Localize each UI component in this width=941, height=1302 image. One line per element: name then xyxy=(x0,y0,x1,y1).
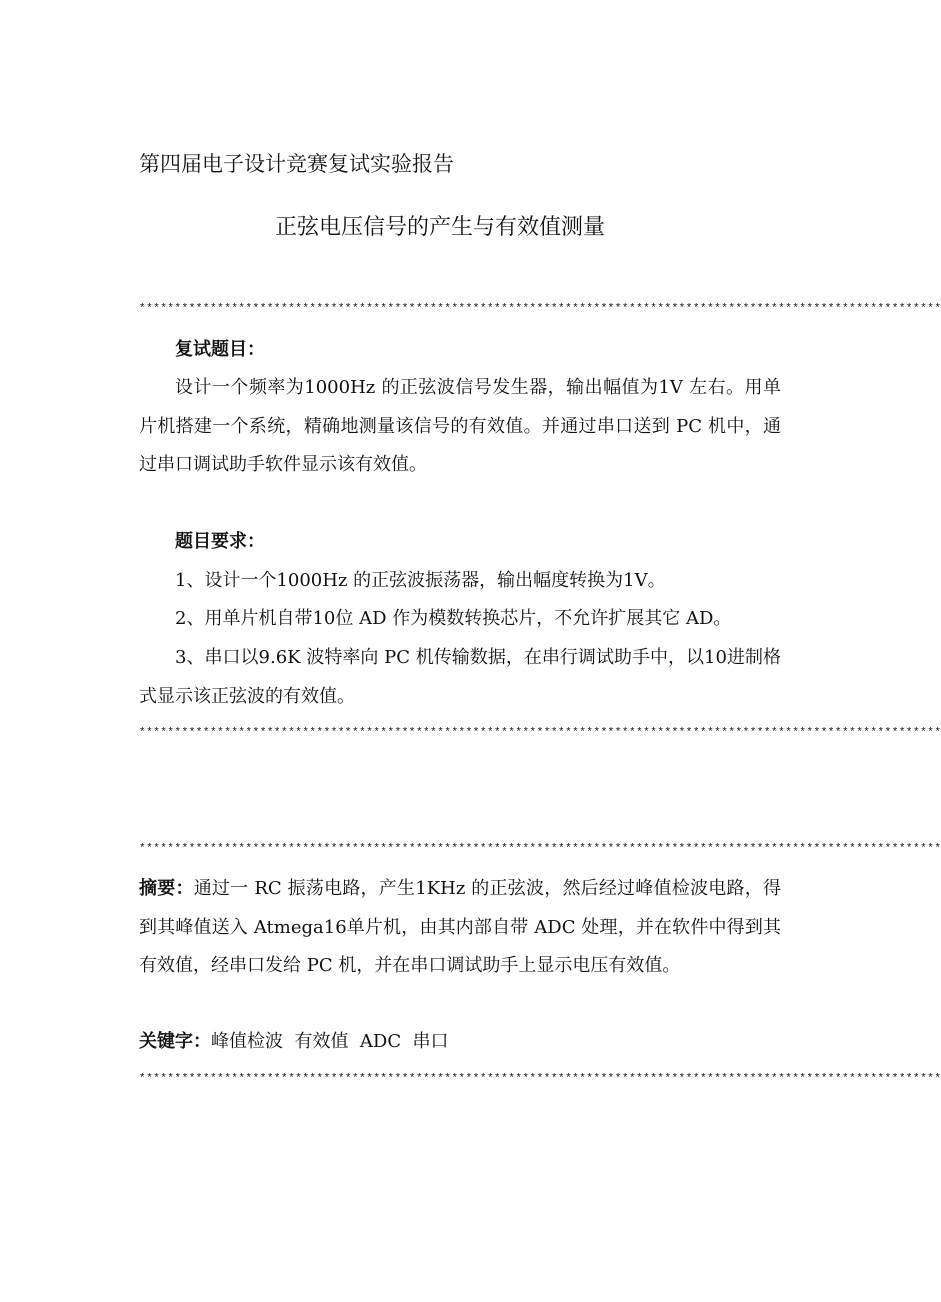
problem-text: 设计一个频率为1000Hz 的正弦波信号发生器，输出幅值为1V 左右。用单片机搭建一个系统，精确地测量该信号的有效值。并通过串口送到 PC 机中，通过串口调试助手软件显示该有效值。 xyxy=(139,377,781,475)
separator-1: ***************************************************************************************************************** xyxy=(139,303,941,315)
separator-2: ***************************************************************************************************************** xyxy=(139,727,941,739)
keywords xyxy=(139,1030,449,1054)
abstract-text: 通过一 RC 振荡电路，产生1KHz 的正弦波，然后经过峰值检波电路，得到其峰值送入 Atmega16单片机，由其内部自带 ADC 处理，并在软件中得到其有效值，经串口发给 PC 机，并在串口调试助手上显示电压有效值。 xyxy=(139,878,781,976)
keywords-text: 峰值检波 有效值 ADC 串口 xyxy=(211,1031,449,1052)
requirements-label: 题目要求： xyxy=(175,531,265,552)
requirement-item-2: 2、用单片机自带10位 AD 作为模数转换芯片，不允许扩展其它 AD。 xyxy=(175,608,732,629)
separator-4: ***************************************************************************************************************** xyxy=(139,1073,941,1085)
report-header: 第四届电子设计竞赛复试实验报告 xyxy=(139,152,454,176)
requirement-item-1: 1、设计一个1000Hz 的正弦波振荡器，输出幅度转换为1V。 xyxy=(175,570,666,591)
problem-label: 复试题目： xyxy=(175,339,265,360)
requirement-item-3: 3、串口以9.6K 波特率向 PC 机传输数据，在串行调试助手中，以10进制格式显示该正弦波的有效值。 xyxy=(139,647,781,707)
separator-3: ***************************************************************************************************************** xyxy=(139,843,941,855)
abstract-label: 摘要： xyxy=(139,878,194,899)
abstract xyxy=(139,870,781,986)
report-title: 正弦电压信号的产生与有效值测量 xyxy=(275,215,606,240)
keywords-label: 关键字： xyxy=(139,1031,211,1052)
